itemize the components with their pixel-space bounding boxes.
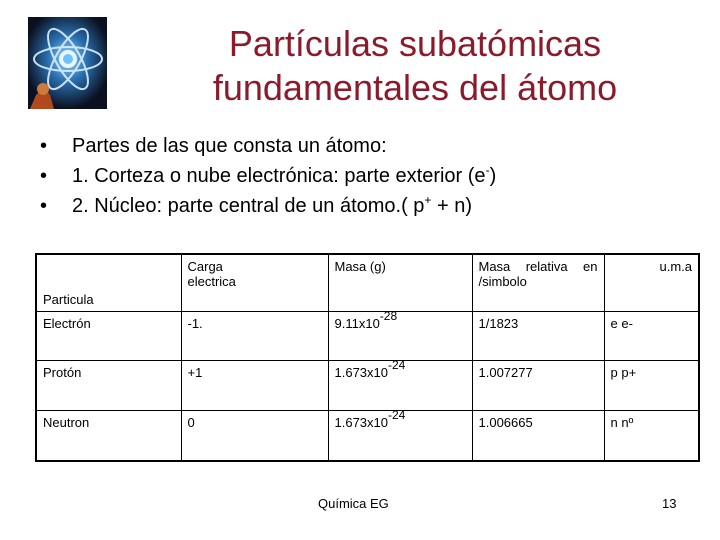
cell-mass: $9.11x10^{-28}$ <box>328 312 472 361</box>
cell-relative: 1/1823 <box>472 312 604 361</box>
particles-table <box>35 253 700 462</box>
bullet-item <box>40 131 700 161</box>
bullet-item <box>40 191 700 221</box>
header-mass: Masa (g) <box>328 254 472 312</box>
bullet-superscript: + <box>424 193 432 207</box>
cell-particle: Electrón <box>36 312 181 361</box>
atom-logo <box>28 17 107 109</box>
cell-particle: Neutron <box>36 410 181 461</box>
bullet-superscript: - <box>485 163 490 177</box>
title-line-1: Partículas subatómicas <box>228 23 602 64</box>
cell-particle: Protón <box>36 361 181 410</box>
cell-symbol: n nº <box>604 410 699 461</box>
bullet-marker: • <box>40 165 48 187</box>
cell-relative: 1.006665 <box>472 410 604 461</box>
title-line-2: fundamentales del átomo <box>212 67 618 108</box>
bullet-text: 2. Núcleo: parte central de un átomo.( p <box>72 195 425 217</box>
cell-relative: 1.007277 <box>472 361 604 410</box>
cell-charge: +1 <box>181 361 328 410</box>
bullet-text: 1. Corteza o nube electrónica: parte exterior (e <box>72 165 486 187</box>
cell-symbol: p p+ <box>604 361 699 410</box>
slide-title <box>150 22 680 110</box>
bullet-text-after: + n) <box>431 195 473 217</box>
bullet-text: Partes de las que consta un átomo: <box>72 135 387 157</box>
bullet-text-after: ) <box>489 165 497 187</box>
bullet-item <box>40 161 700 191</box>
page-number: 13 <box>662 496 677 511</box>
header-unit: u.m.a <box>604 254 699 312</box>
bullet-marker: • <box>40 195 48 217</box>
header-particle: Particula <box>36 254 181 312</box>
atom-icon <box>28 17 107 109</box>
bullet-marker: • <box>40 135 48 157</box>
cell-mass: $1.673x10^{-24}$ <box>328 410 472 461</box>
header-relative: Masa relativa en /simbolo <box>472 254 604 312</box>
table-row <box>36 312 699 361</box>
cell-symbol: e e- <box>604 312 699 361</box>
header-charge: Carga electrica <box>181 254 328 312</box>
cell-charge: -1. <box>181 312 328 361</box>
cell-charge: 0 <box>181 410 328 461</box>
bullet-list <box>40 131 700 221</box>
footer-text: Química EG <box>318 496 389 511</box>
table-row <box>36 361 699 410</box>
cell-mass: $1.673x10^{-24}$ <box>328 361 472 410</box>
table-row <box>36 410 699 461</box>
table-header-row <box>36 254 699 312</box>
